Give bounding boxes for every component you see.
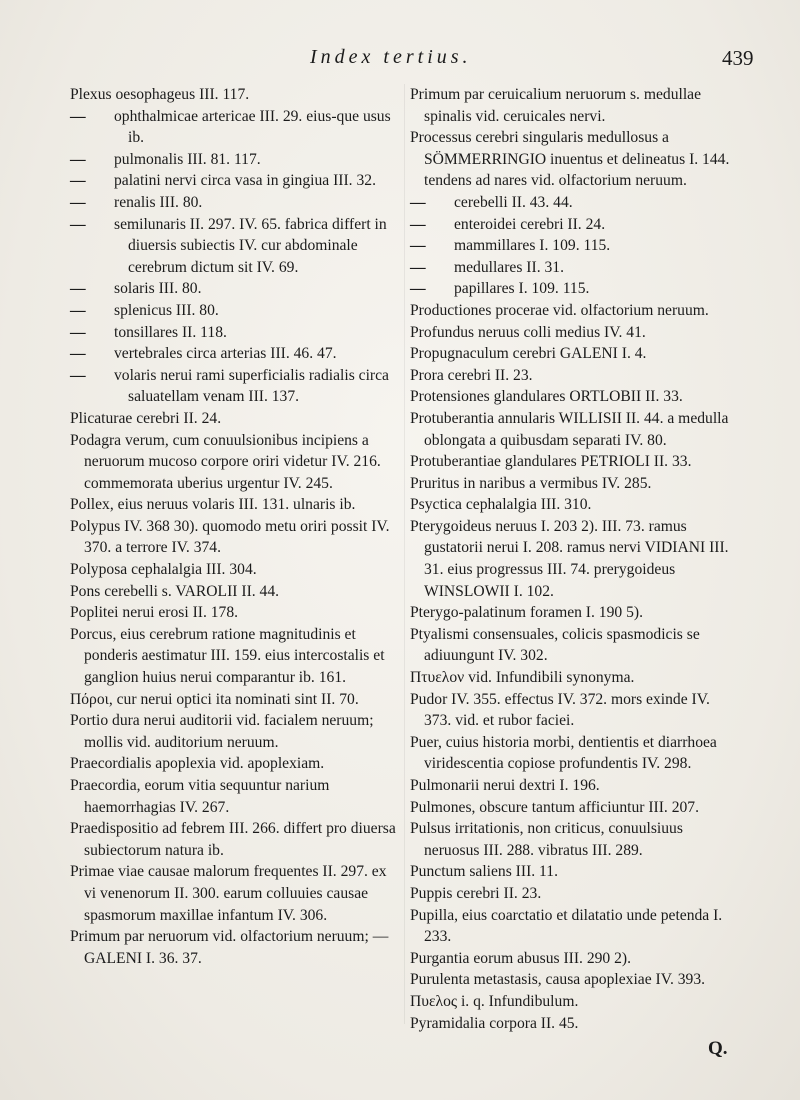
- entry-text: Pulsus irritationis, non criticus, conuulsiuus neruosus III. 288. vibratus III. 289.: [410, 820, 683, 859]
- index-entry: [70, 624, 400, 689]
- index-entry: [70, 494, 400, 516]
- subentry-dash: —: [410, 237, 426, 255]
- index-entry: [70, 926, 400, 969]
- entry-text: Prora cerebri II. 23.: [410, 366, 533, 384]
- index-entry: [410, 127, 735, 192]
- entry-text: Protuberantia annularis WILLISII II. 44. a medulla oblongata a quibusdam separati IV. 80.: [410, 409, 729, 449]
- entry-text: Primum par neruorum vid. olfactorium neruum; — GALENI I. 36. 37.: [70, 928, 389, 967]
- index-entry: [70, 408, 400, 430]
- entry-text: cerebelli II. 43. 44.: [454, 193, 573, 211]
- entry-text: semilunaris II. 297. IV. 65. fabrica differt in diuersis subiectis IV. cur abdominale cerebrum dictum sit IV. 69.: [114, 215, 387, 276]
- index-column-right: [410, 84, 735, 1034]
- index-entry: [410, 473, 735, 495]
- entry-text: Pollex, eius neruus volaris III. 131. ulnaris ib.: [70, 496, 356, 514]
- entry-text: ophthalmicae artericae III. 29. eius-que usus ib.: [114, 107, 391, 147]
- index-entry: [410, 667, 735, 689]
- index-subentry: [70, 322, 400, 344]
- index-entry: [410, 451, 735, 473]
- index-subentry: [70, 300, 400, 322]
- index-entry: [410, 883, 735, 905]
- entry-text: enteroidei cerebri II. 24.: [454, 215, 606, 233]
- index-entry: [410, 991, 735, 1013]
- index-entry: [70, 430, 400, 495]
- index-subentry: [70, 170, 400, 192]
- subentry-dash: —: [70, 345, 86, 363]
- index-subentry: [410, 214, 735, 236]
- index-entry: [410, 797, 735, 819]
- index-entry: [410, 624, 735, 667]
- column-gutter: [404, 84, 405, 1024]
- entry-text: Pyramidalia corpora II. 45.: [410, 1014, 579, 1032]
- entry-text: mammillares I. 109. 115.: [454, 237, 611, 255]
- index-entry: [70, 753, 400, 775]
- entry-text: Plicaturae cerebri II. 24.: [70, 409, 222, 427]
- entry-text: Protensiones glandulares ORTLOBII II. 33.: [410, 388, 683, 406]
- index-entry: [70, 818, 400, 861]
- page-number: 439: [722, 46, 754, 70]
- entry-text: papillares I. 109. 115.: [454, 280, 590, 298]
- entry-text: Pupilla, eius coarctatio et dilatatio unde petenda I. 233.: [410, 906, 723, 946]
- index-entry: [410, 494, 735, 516]
- entry-text: palatini nervi circa vasa in gingiua III. 32.: [114, 172, 376, 190]
- index-entry: [410, 516, 735, 602]
- entry-text: solaris III. 80.: [114, 280, 202, 298]
- subentry-dash: —: [70, 323, 86, 341]
- index-entry: [410, 732, 735, 775]
- index-entry: [410, 365, 735, 387]
- entry-text: Pruritus in naribus a vermibus IV. 285.: [410, 474, 652, 492]
- index-entry: [410, 386, 735, 408]
- index-subentry: [70, 106, 400, 149]
- entry-text: renalis III. 80.: [114, 193, 203, 211]
- index-entry: [410, 408, 735, 451]
- entry-text: Praecordia, eorum vitia sequuntur narium haemorrhagias IV. 267.: [70, 777, 330, 816]
- entry-text: Πτυελον vid. Infundibili synonyma.: [410, 669, 635, 687]
- index-entry: [410, 775, 735, 797]
- entry-text: medullares II. 31.: [454, 258, 564, 276]
- index-entry: [70, 581, 400, 603]
- index-entry: [70, 84, 400, 106]
- entry-text: Polyposa cephalalgia III. 304.: [70, 561, 257, 579]
- subentry-dash: —: [70, 107, 86, 125]
- entry-text: Primae viae causae malorum frequentes II. 297. ex vi venenorum II. 300. earum colluuies causae spasmorum maxillae infantum IV. 306.: [70, 863, 387, 924]
- index-subentry: [410, 192, 735, 214]
- entry-text: pulmonalis III. 81. 117.: [114, 150, 261, 168]
- entry-text: Pulmonarii nerui dextri I. 196.: [410, 777, 600, 794]
- index-entry: [410, 602, 735, 624]
- entry-text: Portio dura nerui auditorii vid. facialem neruum; mollis vid. auditorium neruum.: [70, 712, 374, 751]
- index-subentry: [410, 235, 735, 257]
- entry-text: Πόροι, cur nerui optici ita nominati sint II. 70.: [70, 690, 359, 708]
- index-subentry: [70, 214, 400, 279]
- entry-text: tonsillares II. 118.: [114, 323, 227, 341]
- index-entry: [410, 84, 735, 127]
- entry-text: Pterygo-palatinum foramen I. 190 5).: [410, 604, 643, 622]
- index-entry: [410, 1013, 735, 1035]
- catchword: Q.: [708, 1038, 728, 1059]
- entry-text: Psyctica cephalalgia III. 310.: [410, 496, 592, 514]
- entry-text: vertebrales circa arterias III. 46. 47.: [114, 345, 337, 363]
- subentry-dash: —: [70, 280, 86, 298]
- subentry-dash: —: [410, 258, 426, 276]
- index-entry: [70, 516, 400, 559]
- index-entry: [410, 689, 735, 732]
- subentry-dash: —: [70, 366, 86, 384]
- index-entry: [410, 861, 735, 883]
- entry-text: Polypus IV. 368 30). quomodo metu oriri possit IV. 370. a terrore IV. 374.: [70, 517, 390, 557]
- entry-text: Primum par ceruicalium neruorum s. medullae spinalis vid. ceruicales nervi.: [410, 86, 701, 125]
- entry-text: Productiones procerae vid. olfactorium neruum.: [410, 301, 709, 319]
- entry-text: Puppis cerebri II. 23.: [410, 884, 542, 902]
- index-entry: [410, 969, 735, 991]
- index-subentry: [70, 343, 400, 365]
- index-entry: [410, 300, 735, 322]
- index-entry: [70, 861, 400, 926]
- index-subentry: [70, 192, 400, 214]
- entry-text: Punctum saliens III. 11.: [410, 863, 558, 881]
- subentry-dash: —: [70, 215, 86, 233]
- entry-text: Πυελος i. q. Infundibulum.: [410, 992, 579, 1010]
- index-entry: [70, 710, 400, 753]
- entry-text: Praecordialis apoplexia vid. apoplexiam.: [70, 755, 325, 773]
- entry-text: Protuberantiae glandulares PETRIOLI II. 33.: [410, 453, 692, 471]
- entry-text: Puer, cuius historia morbi, dentientis et diarrhoea viridescentia copiose profundentis IV. 298.: [410, 733, 717, 773]
- index-entry: [70, 775, 400, 818]
- entry-text: Processus cerebri singularis medullosus a SÖMMERRINGIO inuentus et delineatus I. 144. tendens ad nares vid. olfactorium neruum.: [410, 129, 730, 190]
- entry-text: Profundus neruus colli medius IV. 41.: [410, 323, 646, 341]
- index-entry: [410, 322, 735, 344]
- index-column-left: [70, 84, 400, 969]
- entry-text: Plexus oesophageus III. 117.: [70, 86, 250, 103]
- subentry-dash: —: [70, 172, 86, 190]
- subentry-dash: —: [70, 150, 86, 168]
- subentry-dash: —: [70, 193, 86, 211]
- entry-text: Praedispositio ad febrem III. 266. differt pro diuersa subiectorum natura ib.: [70, 820, 396, 859]
- index-entry: [410, 818, 735, 861]
- entry-text: splenicus III. 80.: [114, 301, 219, 319]
- entry-text: Pulmones, obscure tantum afficiuntur III. 207.: [410, 798, 700, 816]
- entry-text: volaris nerui rami superficialis radialis circa saluatellam venam III. 137.: [114, 366, 389, 406]
- subentry-dash: —: [70, 301, 86, 319]
- entry-text: Purulenta metastasis, causa apoplexiae IV. 393.: [410, 971, 706, 989]
- index-entry: [70, 602, 400, 624]
- index-entry: [410, 948, 735, 970]
- entry-text: Pterygoideus neruus I. 203 2). III. 73. ramus gustatorii nerui I. 208. ramus nervi VIDIANI III. 31. eius progressus III. 74. prerygoideus WINSLOWII I. 102.: [410, 517, 729, 600]
- index-subentry: [410, 257, 735, 279]
- entry-text: Poplitei nerui erosi II. 178.: [70, 604, 239, 622]
- subentry-dash: —: [410, 193, 426, 211]
- index-subentry: [410, 278, 735, 300]
- entry-text: Pons cerebelli s. VAROLII II. 44.: [70, 582, 280, 600]
- index-entry: [410, 905, 735, 948]
- index-entry: [410, 343, 735, 365]
- index-subentry: [70, 278, 400, 300]
- index-entry: [70, 559, 400, 581]
- page-header: [0, 46, 800, 76]
- index-subentry: [70, 365, 400, 408]
- index-entry: [70, 689, 400, 711]
- entry-text: Pudor IV. 355. effectus IV. 372. mors exinde IV. 373. vid. et rubor faciei.: [410, 690, 710, 730]
- entry-text: Propugnaculum cerebri GALENI I. 4.: [410, 345, 647, 363]
- index-subentry: [70, 149, 400, 171]
- subentry-dash: —: [410, 280, 426, 298]
- entry-text: Podagra verum, cum conuulsionibus incipiens a neruorum mucoso corpore oriri videtur IV. 216. commemorata uberius urgentur IV. 245.: [70, 431, 381, 492]
- entry-text: Purgantia eorum abusus III. 290 2).: [410, 949, 632, 967]
- running-title: Index tertius.: [310, 46, 472, 68]
- entry-text: Porcus, eius cerebrum ratione magnitudinis et ponderis aestimatur III. 159. eius intercostalis et ganglion huius nerui comparantur ib. 161.: [70, 625, 385, 687]
- entry-text: Ptyalismi consensuales, colicis spasmodicis se adiuungunt IV. 302.: [410, 625, 700, 665]
- subentry-dash: —: [410, 215, 426, 233]
